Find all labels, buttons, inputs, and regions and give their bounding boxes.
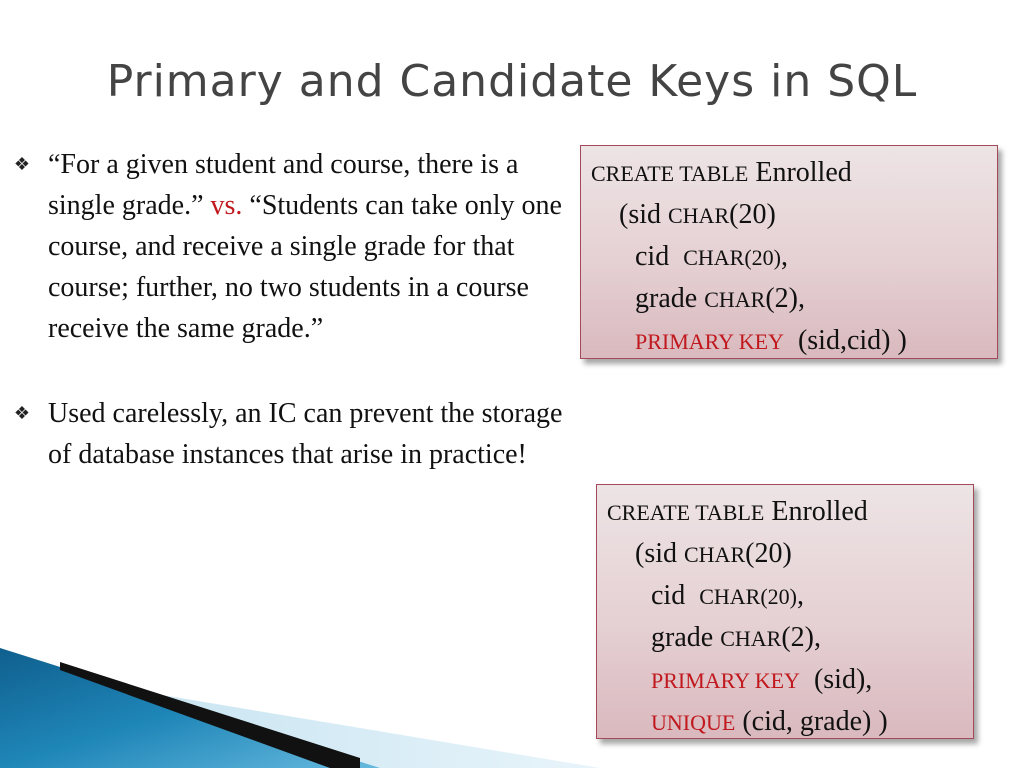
grade-column: grade xyxy=(651,622,714,653)
code-line-primary-key xyxy=(591,320,987,362)
code-line-grade xyxy=(591,278,987,320)
cid-type: CHAR(20) xyxy=(683,245,781,270)
unique-keyword: UNIQUE xyxy=(651,710,736,735)
code-line-cid xyxy=(591,236,987,278)
sid-column: (sid xyxy=(619,199,661,230)
code-line-cid xyxy=(607,575,963,617)
grade-column: grade xyxy=(635,283,698,314)
slide-title: Primary and Candidate Keys in SQL xyxy=(106,56,918,107)
bullet-1-quote-2: “Students can take only one course, and receive a single grade for that course; further, no two students in a course receive the same grade.” xyxy=(48,190,562,344)
bullet-2-text: Used carelessly, an IC can prevent the storage of database instances that arise in practice! xyxy=(48,398,563,470)
code-line-primary-key xyxy=(607,659,963,701)
primary-key-keyword: PRIMARY KEY xyxy=(635,329,784,354)
primary-key-columns: (sid), xyxy=(813,664,873,695)
grade-type: CHAR xyxy=(720,626,782,651)
cid-type: CHAR(20) xyxy=(699,584,797,609)
create-table-keyword: CREATE TABLE xyxy=(607,500,765,525)
grade-type: CHAR xyxy=(704,287,766,312)
code-line-sid xyxy=(591,194,987,236)
sid-column: (sid xyxy=(635,538,677,569)
code-line-create xyxy=(591,152,987,194)
bullet-1-quote-1: “For a given student and course, there is a single grade.” xyxy=(48,149,519,221)
primary-key-keyword: PRIMARY KEY xyxy=(651,668,800,693)
primary-key-columns: (sid,cid) ) xyxy=(797,325,907,356)
grade-length: (2), xyxy=(765,283,805,314)
cid-comma: , xyxy=(797,580,804,611)
decorative-swoosh xyxy=(0,640,600,768)
cid-comma: , xyxy=(781,241,788,272)
sid-length: (20) xyxy=(745,538,792,569)
sid-type: CHAR xyxy=(684,542,746,567)
table-name: Enrolled xyxy=(771,496,868,527)
diamond-cluster-icon: ❖ xyxy=(13,154,31,174)
sid-type: CHAR xyxy=(668,203,730,228)
bullet-item-1 xyxy=(10,144,580,349)
cid-column: cid xyxy=(635,241,670,272)
bullet-list xyxy=(10,144,580,475)
cid-column: cid xyxy=(651,580,686,611)
sid-length: (20) xyxy=(729,199,776,230)
bullet-1-vs: vs. xyxy=(210,190,243,221)
code-line-unique xyxy=(607,701,963,743)
create-table-keyword: CREATE TABLE xyxy=(591,161,749,186)
sql-code-box-candidate-key xyxy=(596,484,974,739)
unique-columns: (cid, grade) ) xyxy=(742,706,888,737)
bullet-item-2 xyxy=(10,393,580,475)
sql-code-box-composite-key xyxy=(580,145,998,359)
code-line-sid xyxy=(607,533,963,575)
diamond-cluster-icon: ❖ xyxy=(13,403,31,423)
code-line-grade xyxy=(607,617,963,659)
grade-length: (2), xyxy=(781,622,821,653)
code-line-create xyxy=(607,491,963,533)
table-name: Enrolled xyxy=(755,157,852,188)
